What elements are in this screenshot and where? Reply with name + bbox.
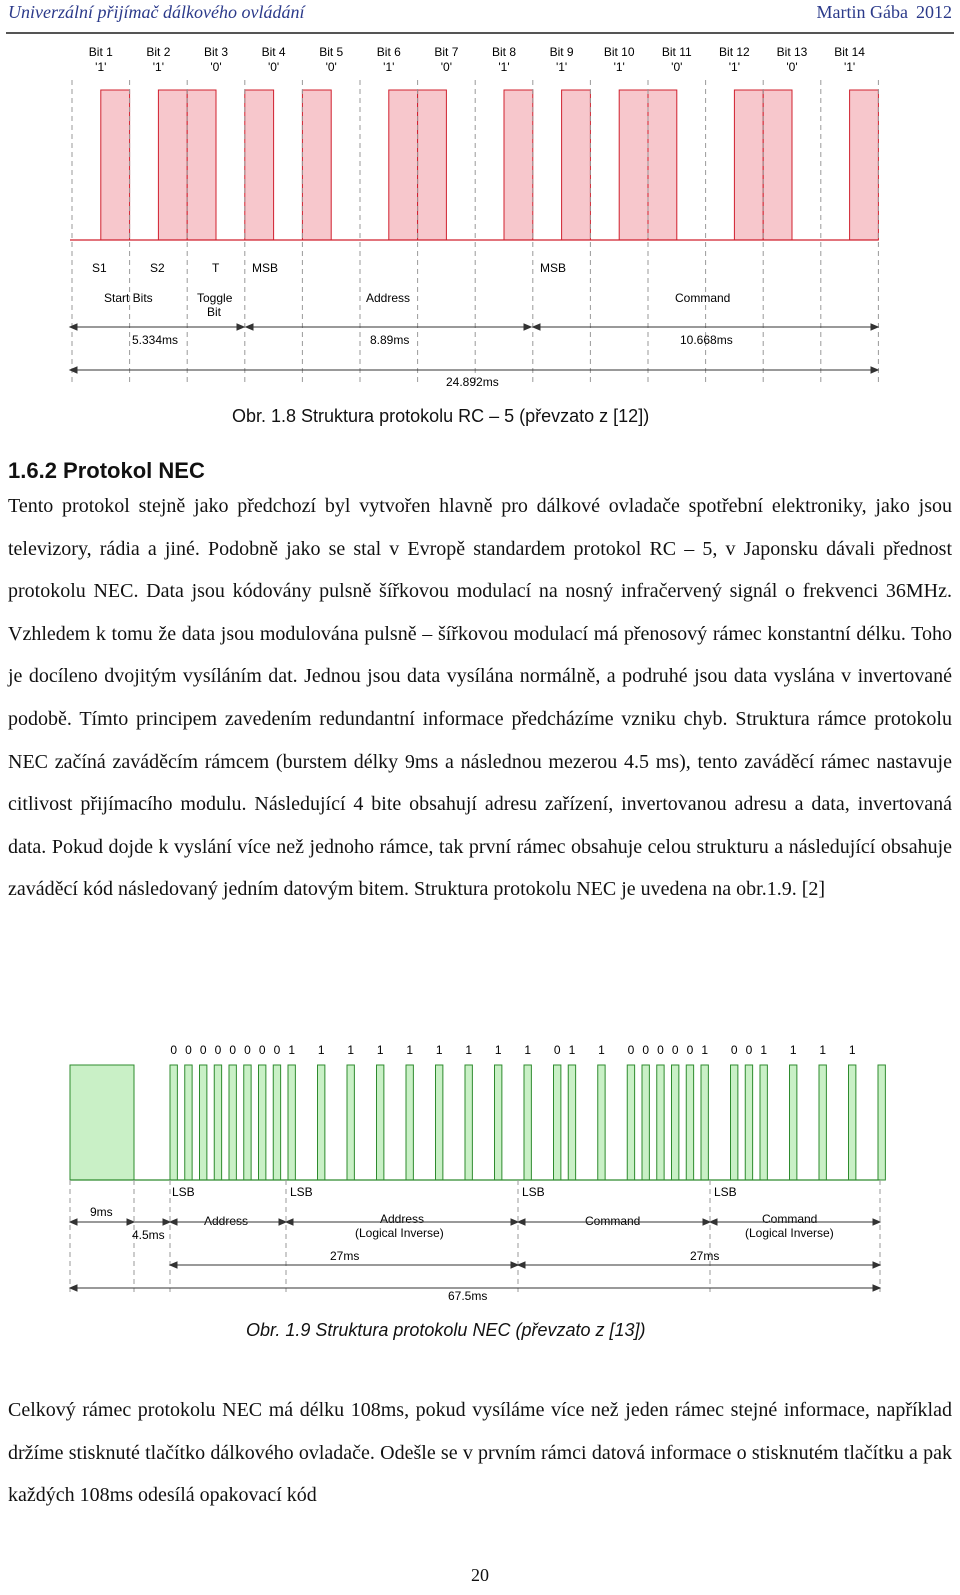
label-address: Address (204, 1214, 249, 1228)
pulse (568, 1065, 575, 1180)
figure1-caption: Obr. 1.8 Struktura protokolu RC – 5 (převzato z [12]) (232, 406, 650, 426)
rc5-protocol-figure (0, 40, 960, 400)
label-command-inverse-sub: (Logical Inverse) (745, 1226, 834, 1240)
duration-27ms-b: 27ms (690, 1249, 720, 1263)
label-toggle: Toggle (197, 291, 233, 305)
bit-value: 1 (494, 1043, 502, 1057)
pulse (406, 1065, 413, 1180)
marker-s2: S2 (150, 261, 165, 275)
pulse (465, 1065, 472, 1180)
marker-msb-address: MSB (252, 261, 279, 275)
bit-value: 1 (524, 1043, 532, 1057)
lsb-address: LSB (172, 1185, 195, 1199)
pulse (347, 1065, 354, 1180)
marker-t: T (212, 261, 220, 275)
pulse (627, 1065, 634, 1180)
pulse (302, 90, 331, 240)
bit-label: Bit 5 (319, 45, 344, 59)
bit-value: 1 (789, 1043, 797, 1057)
bit-value: '0' (267, 60, 280, 74)
pulse (554, 1065, 561, 1180)
bit-value: '1' (498, 60, 510, 74)
bit-value: 1 (598, 1043, 605, 1057)
bit-value: '1' (843, 60, 856, 74)
bit-value: '1' (613, 60, 625, 74)
bit-value: 1 (435, 1043, 443, 1057)
pulse (318, 1065, 325, 1180)
bit-label: Bit 9 (549, 45, 574, 59)
lsb-command: LSB (522, 1185, 545, 1199)
pulse (158, 90, 187, 240)
pulse (504, 90, 533, 240)
bit-label: Bit 12 (719, 45, 750, 59)
label-address-inverse: Address (380, 1212, 425, 1226)
label-command: Command (675, 291, 731, 305)
pulse (101, 90, 130, 240)
bit-value: 1 (376, 1043, 384, 1057)
pulse (245, 90, 274, 240)
bit-value: '0' (440, 60, 453, 74)
duration-27ms-a: 27ms (330, 1249, 360, 1263)
marker-s1: S1 (92, 261, 107, 275)
pulse (619, 90, 648, 240)
duration-total: 67.5ms (448, 1289, 488, 1303)
bit-value: 0 (229, 1043, 237, 1057)
bit-value: 0 (642, 1043, 650, 1057)
pulse (288, 1065, 295, 1180)
bit-value: 0 (170, 1043, 178, 1057)
pulse (524, 1065, 531, 1180)
pulse (745, 1065, 752, 1180)
bit-label: Bit 8 (491, 45, 517, 59)
bit-value: 1 (288, 1043, 296, 1057)
bit-value: 0 (185, 1043, 192, 1057)
label-toggle-bit: Bit (207, 305, 222, 319)
bit-value: '0' (786, 60, 798, 74)
pulse (259, 1065, 266, 1180)
pulse (657, 1065, 664, 1180)
pulse (819, 1065, 826, 1180)
pulse (790, 1065, 797, 1180)
pulse (562, 90, 591, 240)
bit-value: 0 (244, 1043, 251, 1057)
bit-value: '0' (210, 60, 222, 74)
bit-label: Bit 13 (776, 45, 808, 59)
pulse (686, 1065, 693, 1180)
bit-value: '1' (728, 60, 741, 74)
bit-label: Bit 10 (603, 45, 635, 59)
bit-value: '1' (152, 60, 165, 74)
bit-value: 0 (553, 1043, 561, 1057)
pulse (187, 90, 216, 240)
duration-command: 10.668ms (680, 333, 733, 347)
pulse (734, 90, 763, 240)
bit-label: Bit 2 (146, 45, 171, 59)
pulse (598, 1065, 605, 1180)
pulse (170, 1065, 177, 1180)
bit-value: 0 (730, 1043, 738, 1057)
pulse (849, 1065, 856, 1180)
bit-value: 0 (214, 1043, 222, 1057)
duration-total: 24.892ms (446, 375, 499, 389)
label-command: Command (585, 1214, 641, 1228)
bit-value: 1 (819, 1043, 827, 1057)
bit-value: 1 (347, 1043, 355, 1057)
document-title: Univerzální přijímač dálkového ovládání (8, 2, 305, 22)
bit-value: 1 (760, 1043, 768, 1057)
author-name: Martin Gába (816, 2, 908, 22)
pulse (731, 1065, 738, 1180)
pulse (214, 1065, 221, 1180)
pulse (495, 1065, 502, 1180)
bit-value: '1' (383, 60, 395, 74)
bit-value: 0 (273, 1043, 281, 1057)
bit-label: Bit 14 (834, 45, 865, 59)
pulse (760, 1065, 767, 1180)
bit-value: 1 (406, 1043, 414, 1057)
duration-start: 5.334ms (132, 333, 179, 347)
bit-value: '0' (325, 60, 337, 74)
bit-label: Bit 3 (203, 45, 229, 59)
bit-value: 0 (657, 1043, 664, 1057)
bit-label: Bit 4 (261, 45, 286, 59)
bit-value: 1 (465, 1043, 473, 1057)
label-address-inverse-sub: (Logical Inverse) (355, 1226, 444, 1240)
figure2-caption: Obr. 1.9 Struktura protokolu NEC (převzato z [13]) (246, 1320, 646, 1340)
section-heading: 1.6.2 Protokol NEC (8, 458, 205, 483)
bit-value: '1' (555, 60, 568, 74)
closing-paragraph: Celkový rámec protokolu NEC má délku 108ms, pokud vysíláme více než jeden rámec stejné informace, například držíme stisknuté tlačítko dálkového ovladače. Odešle se v prvním rámci datová informace o stisknutém tlačítku a pak každých 108ms odesílá opakovací kód (8, 1399, 952, 1507)
year: 2012 (916, 2, 952, 22)
bit-value: 0 (745, 1043, 753, 1057)
pulse (648, 90, 677, 240)
pulse (200, 1065, 207, 1180)
duration-address: 8.89ms (370, 333, 410, 347)
bit-value: 0 (627, 1043, 635, 1057)
bit-value: '0' (671, 60, 683, 74)
pulse (244, 1065, 251, 1180)
pulse (418, 90, 447, 240)
nec-protocol-figure (0, 1040, 960, 1305)
lsb-command-inverse: LSB (714, 1185, 737, 1199)
bit-value: 0 (199, 1043, 207, 1057)
pulse (701, 1065, 708, 1180)
bit-value: '1' (95, 60, 107, 74)
label-burst: 9ms (90, 1205, 113, 1219)
bit-value: 1 (848, 1043, 856, 1057)
pulse (642, 1065, 649, 1180)
pulse (389, 90, 418, 240)
pulse (763, 90, 792, 240)
stop-pulse (878, 1065, 885, 1180)
pulse (436, 1065, 443, 1180)
bit-label: Bit 6 (376, 45, 401, 59)
label-space: 4.5ms (132, 1228, 165, 1242)
bit-label: Bit 7 (434, 45, 459, 59)
pulse (377, 1065, 384, 1180)
lsb-address-inverse: LSB (290, 1185, 313, 1199)
page-header (0, 0, 960, 36)
pulse (273, 1065, 280, 1180)
section-paragraph: Tento protokol stejně jako předchozí byl vytvořen hlavně pro dálkové ovladače spotřební elektroniky, jako jsou televizory, rádia a jiné. Podobně jako se stal v Evropě standardem protokol RC – 5, v Japonsku dávali přednost protokolu NEC. Data jsou kódovány pulsně šířkovou modulací na nosný infračervený signál o frekvenci 36MHz. Vzhledem k tomu že data jsou modulována pulsně – šířkovou modulací má přenosový rámec konstantní délku. Toho je docíleno dvojitým vysíláním dat. Jednou jsou data vysílána normálně, a podruhé jsou data vyslána v invertované podobě. Tímto principem zavedením redundantní informace předcházíme vzniku chyb. Struktura rámce protokolu NEC začíná zaváděcím rámcem (burstem délky 9ms a následnou mezerou 4.5 ms), tento zaváděcí rámec nastavuje citlivost přijímacího modulu. Následující 4 bite obsahují adresu zařízení, invertovanou adresu a data, invertovaná data. Pokud dojde k vyslání více než jednoho rámce, tak první rámec obsahuje celou strukturu a následující obsahuje zaváděcí kód následovaný jedním datovým bitem. Struktura protokolu NEC je uvedena na obr.1.9. [2] (8, 495, 952, 901)
pulse (229, 1065, 236, 1180)
pulse (672, 1065, 679, 1180)
bit-value: 0 (258, 1043, 266, 1057)
bit-value: 1 (568, 1043, 576, 1057)
pulse (185, 1065, 192, 1180)
bit-value: 0 (671, 1043, 679, 1057)
bit-label: Bit 1 (88, 45, 113, 59)
pulse (850, 90, 879, 240)
label-start-bits: Start Bits (104, 291, 153, 305)
bit-value: 0 (686, 1043, 694, 1057)
page-number: 20 (471, 1565, 489, 1585)
label-address: Address (366, 291, 411, 305)
leader-burst (70, 1065, 134, 1180)
header-rule (6, 32, 954, 34)
marker-msb-command: MSB (540, 261, 567, 275)
label-command-inverse: Command (762, 1212, 818, 1226)
bit-value: 1 (317, 1043, 325, 1057)
bit-value: 1 (701, 1043, 709, 1057)
bit-label: Bit 11 (661, 45, 692, 59)
